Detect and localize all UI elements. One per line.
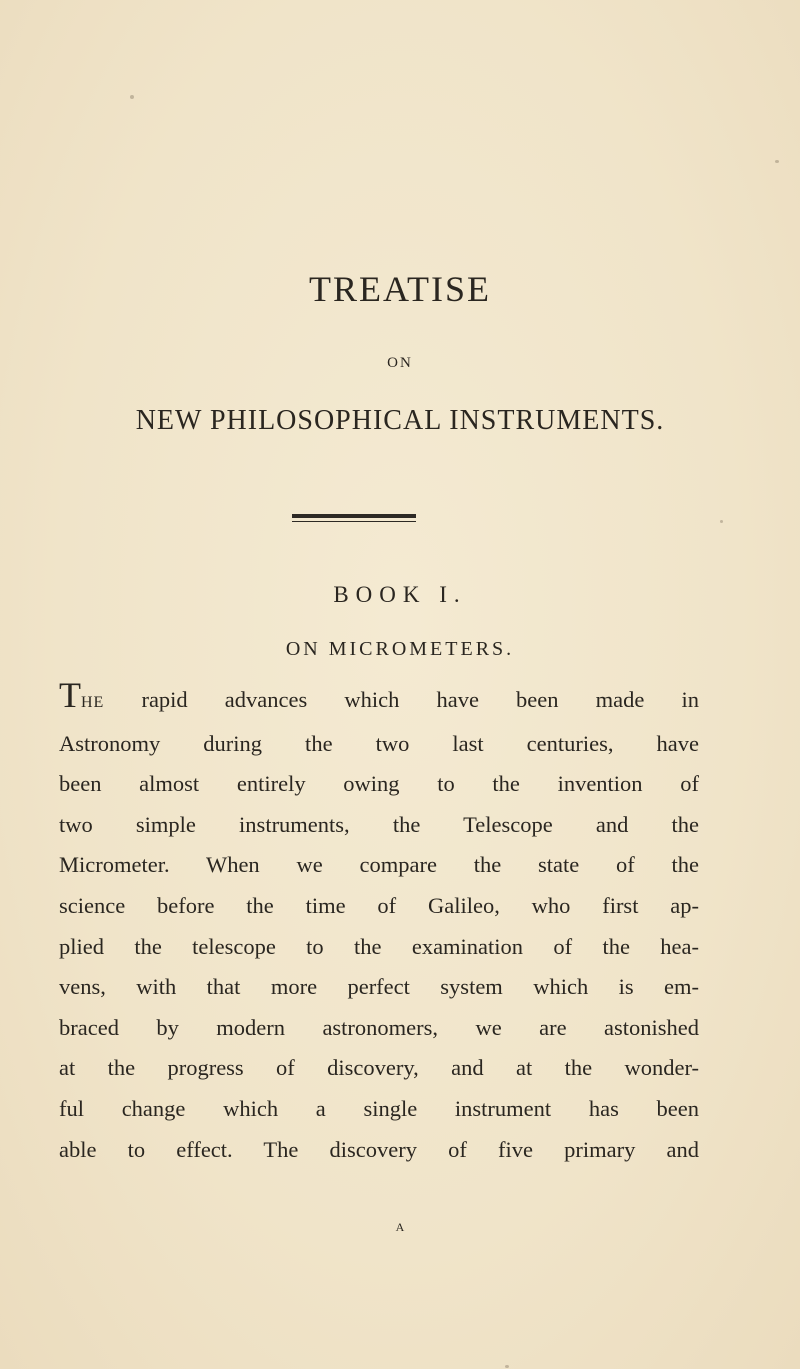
body-line: Micrometer. When we compare the state of the <box>59 852 699 878</box>
book-heading: BOOK I. <box>333 582 467 607</box>
body-line: ful change which a single instrument has been <box>59 1095 699 1121</box>
chapter-heading: ON MICROMETERS. <box>285 638 515 660</box>
lead-word: HE <box>81 694 105 711</box>
body-line: Astronomy during the two last centuries, have <box>59 730 699 756</box>
body-line: two simple instruments, the Telescope and the <box>59 811 699 837</box>
paper-speck <box>720 520 723 523</box>
body-paragraph <box>59 675 699 1170</box>
drop-cap: T <box>59 675 81 715</box>
title-rule-thin <box>292 521 416 522</box>
body-line: braced by modern astronomers, we are astonished <box>59 1014 699 1040</box>
body-line: at the progress of discovery, and at the wonder- <box>59 1055 699 1081</box>
body-first-line <box>59 675 699 724</box>
paper-speck <box>505 1365 509 1368</box>
body-line: been almost entirely owing to the invention of <box>59 771 699 797</box>
paper-speck <box>130 95 134 99</box>
title-rule-thick <box>292 514 416 518</box>
title-connector: ON <box>387 355 413 371</box>
body-line: vens, with that more perfect system which is em- <box>59 974 699 1000</box>
page-subtitle: NEW PHILOSOPHICAL INSTRUMENTS. <box>135 405 665 436</box>
body-line: rapid advances which have been made in <box>104 687 699 712</box>
page-title: TREATISE <box>309 269 491 309</box>
paper-speck <box>775 160 779 163</box>
body-line: able to effect. The discovery of five primary and <box>59 1136 699 1162</box>
body-line: plied the telescope to the examination of the hea- <box>59 933 699 959</box>
body-line: science before the time of Galileo, who first ap- <box>59 892 699 918</box>
printer-signature: A <box>395 1220 405 1234</box>
